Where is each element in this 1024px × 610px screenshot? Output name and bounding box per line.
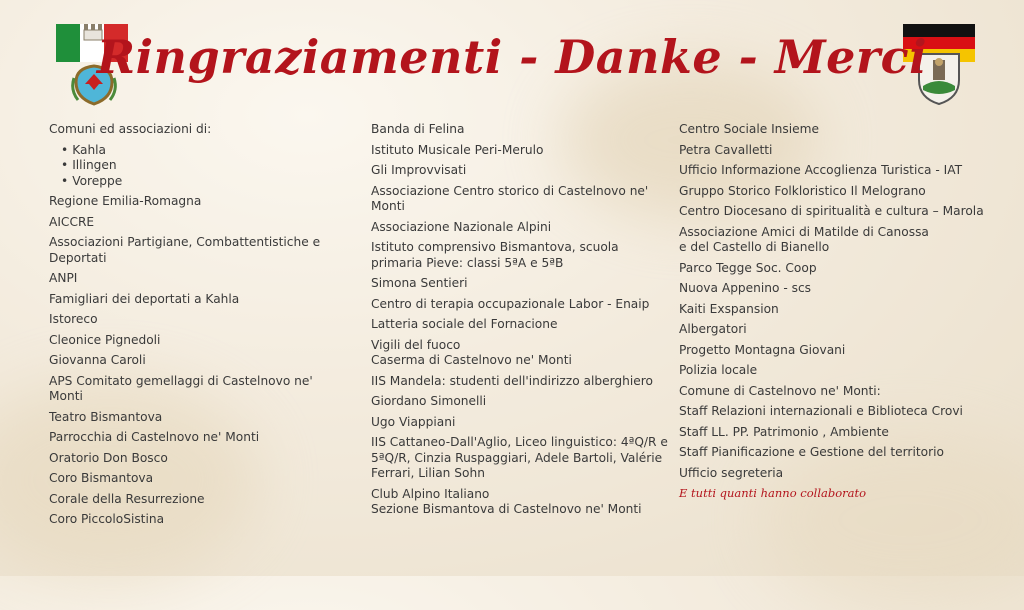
list-item: IIS Mandela: studenti dell'indirizzo alberghiero xyxy=(371,373,653,388)
list-item: Corale della Resurrezione xyxy=(49,491,205,506)
list-item: Gruppo Storico Folkloristico Il Melograno xyxy=(679,183,926,198)
list-item: Giordano Simonelli xyxy=(371,394,487,408)
twin-town-item: • Voreppe xyxy=(61,174,329,190)
list-item: Famigliari dei deportati a Kahla xyxy=(49,291,240,306)
list-item: Club Alpino Italiano Sezione Bismantova di Castelnovo ne' Monti xyxy=(371,486,642,516)
twin-town-item: • Kahla xyxy=(61,143,329,159)
list-item: Ufficio Informazione Accoglienza Turistica - IAT xyxy=(679,163,963,177)
list-item: Giovanna Caroli xyxy=(49,353,146,367)
list-item: Petra Cavalletti xyxy=(679,142,773,157)
list-item: Oratorio Don Bosco xyxy=(49,450,168,465)
list-item: Centro Sociale Insieme xyxy=(679,122,820,136)
list-item: Simona Sentieri xyxy=(371,276,468,290)
list-item: Parco Tegge Soc. Coop xyxy=(679,260,817,275)
list-item: Ugo Viappiani xyxy=(371,414,456,429)
list-item: Staff Relazioni internazionali e Biblioteca Crovi xyxy=(679,404,963,418)
list-item: Vigili del fuoco Caserma di Castelnovo ne' Monti xyxy=(371,337,572,367)
list-item: Cleonice Pignedoli xyxy=(49,332,161,347)
page-title: Ringraziamenti - Danke - Merci xyxy=(96,30,928,84)
list-item: AICCRE xyxy=(49,214,95,229)
list-item: Teatro Bismantova xyxy=(49,409,163,424)
closing-note: E tutti quanti hanno collaborato xyxy=(679,486,867,500)
list-item: Progetto Montagna Giovani xyxy=(679,342,846,357)
thanks-column-2 xyxy=(371,122,671,523)
list-item: Nuova Appenino - scs xyxy=(679,281,811,295)
list-item: Kaiti Exspansion xyxy=(679,301,779,316)
list-item: Associazione Nazionale Alpini xyxy=(371,219,552,234)
list-item: APS Comitato gemellaggi di Castelnovo ne' Monti xyxy=(49,373,313,403)
thanks-column-1 xyxy=(49,122,329,533)
list-item: Istoreco xyxy=(49,312,98,326)
list-item: ANPI xyxy=(49,271,78,285)
thanks-column-3 xyxy=(679,122,999,502)
list-item: Latteria sociale del Fornacione xyxy=(371,317,558,331)
list-item: IIS Cattaneo-Dall'Aglio, Liceo linguistico: 4ªQ/R e 5ªQ/R, Cinzia Ruspaggiari, Adele Bartoli, Valérie Ferrari, Lilian Sohn xyxy=(371,435,668,480)
list-item: Istituto Musicale Peri-Merulo xyxy=(371,142,544,157)
list-item: Centro di terapia occupazionale Labor - Enaip xyxy=(371,296,650,311)
list-item: Regione Emilia-Romagna xyxy=(49,194,202,208)
list-item: Staff Pianificazione e Gestione del territorio xyxy=(679,445,944,459)
list-item: Istituto comprensivo Bismantova, scuola primaria Pieve: classi 5ªA e 5ªB xyxy=(371,240,619,270)
list-item: Associazione Amici di Matilde di Canossa e del Castello di Bianello xyxy=(679,224,929,254)
list-item: Parrocchia di Castelnovo ne' Monti xyxy=(49,430,260,444)
intro-text: Comuni ed associazioni di: xyxy=(49,122,212,136)
list-item: Associazione Centro storico di Castelnovo ne' Monti xyxy=(371,183,649,213)
list-item: Staff LL. PP. Patrimonio , Ambiente xyxy=(679,424,889,439)
list-item: Coro Bismantova xyxy=(49,471,154,485)
list-item: Banda di Felina xyxy=(371,122,465,136)
list-item: Comune di Castelnovo ne' Monti: xyxy=(679,383,881,398)
list-item: Associazioni Partigiane, Combattentistiche e Deportati xyxy=(49,235,321,265)
list-item: Albergatori xyxy=(679,322,747,336)
list-item: Polizia locale xyxy=(679,363,758,377)
twin-town-item: • Illingen xyxy=(61,158,329,174)
list-item: Centro Diocesano di spiritualità e cultura – Marola xyxy=(679,204,984,218)
list-item: Gli Improvvisati xyxy=(371,163,467,177)
list-item: Ufficio segreteria xyxy=(679,465,784,480)
twin-towns-list xyxy=(49,143,329,190)
list-item: Coro PiccoloSistina xyxy=(49,512,165,526)
